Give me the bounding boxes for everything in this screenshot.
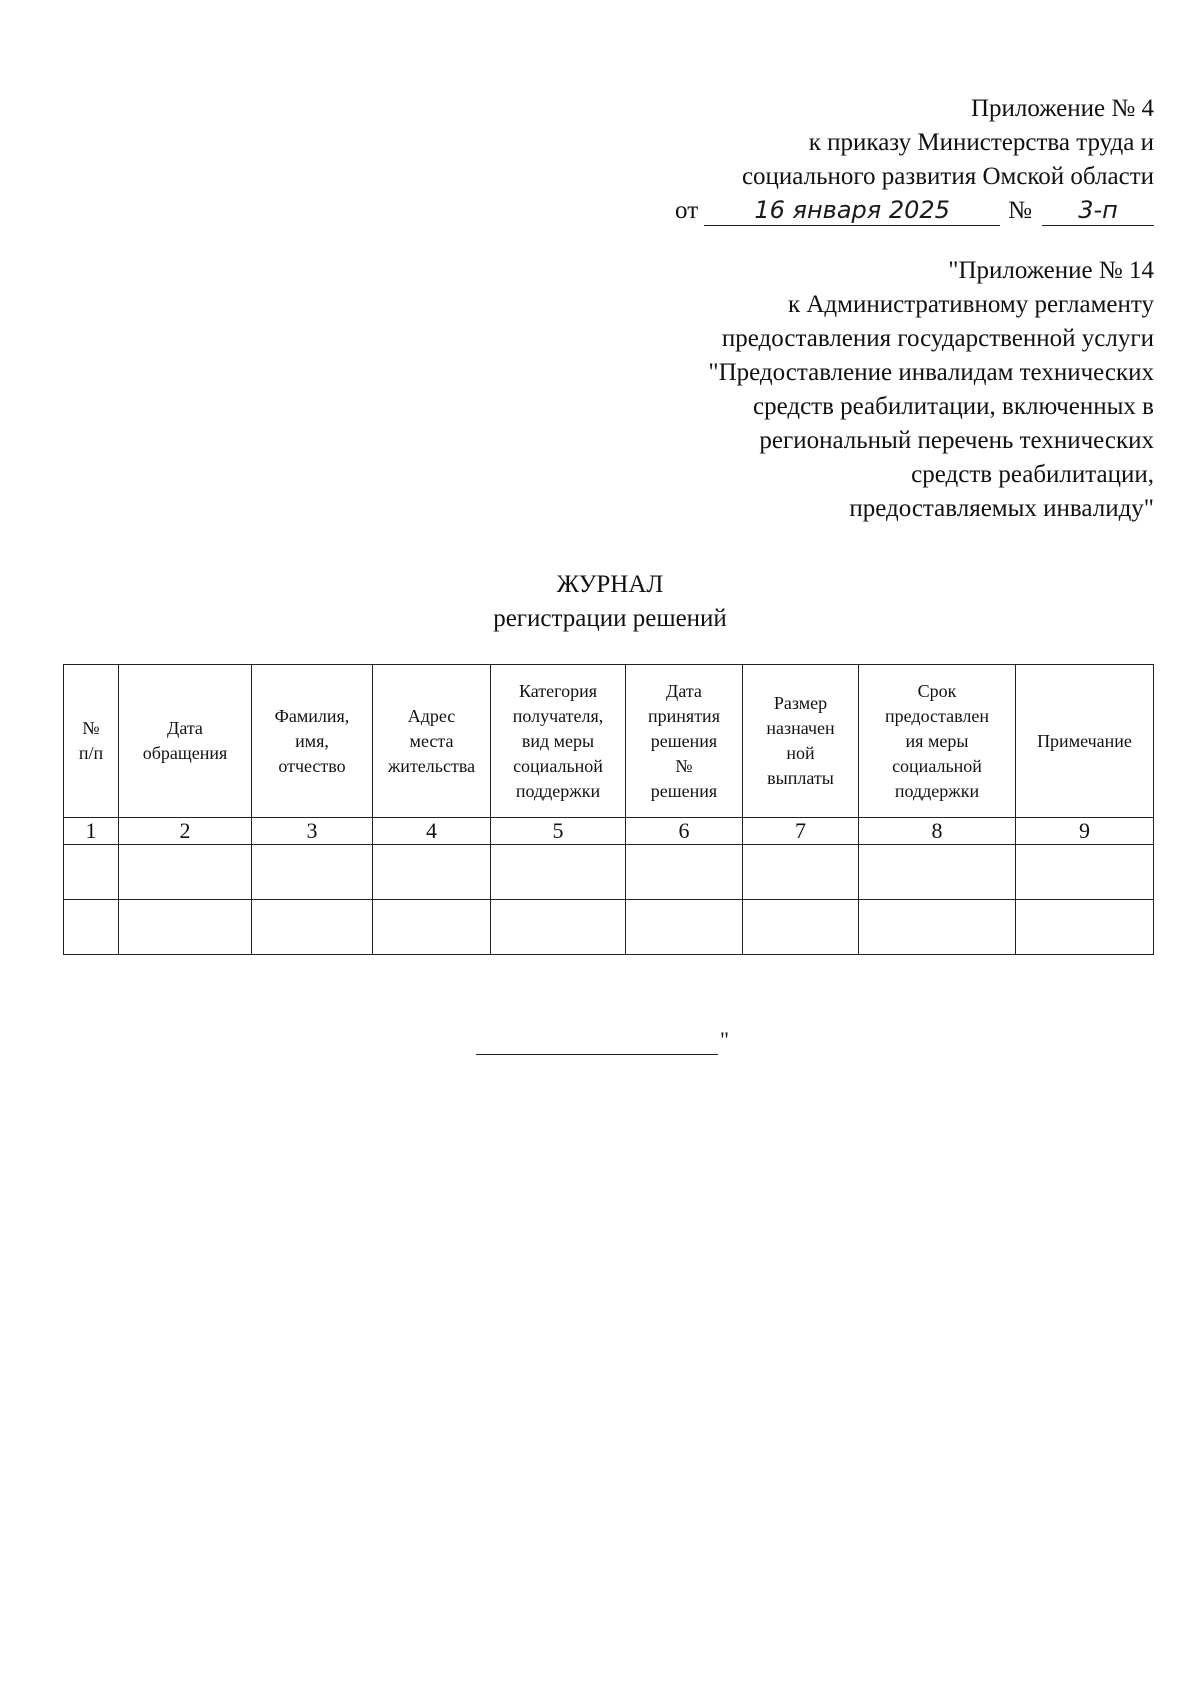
- empty-cell: [64, 900, 119, 955]
- appendix-line: предоставляемых инвалиду": [849, 495, 1154, 522]
- column-number-cell: 8: [859, 818, 1016, 845]
- empty-cell: [373, 900, 491, 955]
- journal-title: ЖУРНАЛ: [556, 571, 664, 598]
- column-header-line: Категория: [519, 680, 597, 701]
- column-number-cell: 4: [373, 818, 491, 845]
- order-date-line: [675, 194, 1154, 228]
- empty-cell: [64, 845, 119, 900]
- column-header-line: вид меры: [521, 730, 595, 751]
- empty-cell: [1016, 900, 1154, 955]
- empty-cell: [119, 845, 252, 900]
- column-header-line: Срок: [917, 680, 957, 701]
- closing-quote: ": [720, 1027, 729, 1052]
- column-number-cell: 3: [252, 818, 373, 845]
- column-header-line: места: [409, 730, 454, 751]
- column-header-line: Фамилия,: [274, 705, 350, 726]
- appendix-line: к Административному регламенту: [787, 291, 1154, 318]
- empty-cell: [252, 845, 373, 900]
- column-header: [743, 665, 859, 818]
- column-header-line: Примечание: [1037, 730, 1132, 751]
- appendix-line: "Предоставление инвалидам технических: [708, 359, 1154, 386]
- appendix-line: предоставления государственной услуги: [721, 325, 1154, 352]
- closing-underline: [476, 1030, 718, 1055]
- empty-cell: [119, 900, 252, 955]
- empty-cell: [491, 900, 626, 955]
- handwritten-date: 16 января 2025: [704, 195, 1000, 226]
- column-header-line: принятия: [648, 705, 720, 726]
- column-header-line: ной: [786, 743, 815, 763]
- appendix-line: средств реабилитации, включенных в: [752, 393, 1154, 420]
- column-header-line: жительства: [387, 755, 476, 776]
- column-header: [491, 665, 626, 818]
- column-header-line: поддержки: [515, 780, 601, 801]
- appendix-reference-block: [708, 254, 1154, 526]
- table-body: [64, 818, 1154, 955]
- date-prefix: от: [675, 197, 699, 224]
- empty-cell: [373, 845, 491, 900]
- column-header-line: поддержки: [894, 780, 980, 801]
- order-line-2: социального развития Омской области: [741, 163, 1154, 190]
- column-header: [119, 665, 252, 818]
- column-number-cell: 9: [1016, 818, 1154, 845]
- empty-cell: [626, 845, 743, 900]
- column-header: [859, 665, 1016, 818]
- column-header-line: Адрес: [407, 705, 456, 726]
- order-line-1: к приказу Министерства труда и: [808, 129, 1154, 156]
- column-header: [1016, 665, 1154, 818]
- table-row: [64, 845, 1154, 900]
- column-header-line: выплаты: [767, 768, 834, 788]
- column-header-line: получателя,: [512, 705, 604, 726]
- column-header-line: Размер: [773, 693, 828, 713]
- column-header: [626, 665, 743, 818]
- handwritten-number: 3-п: [1042, 195, 1154, 226]
- column-header-line: п/п: [78, 743, 104, 763]
- journal-subtitle: регистрации решений: [493, 605, 727, 632]
- column-header-line: Дата: [666, 680, 702, 701]
- column-header-line: социальной: [892, 755, 982, 776]
- column-number-cell: 2: [119, 818, 252, 845]
- column-header-line: предоставлен: [885, 705, 989, 726]
- column-header-line: решения: [650, 780, 718, 801]
- appendix-line: "Приложение № 14: [948, 257, 1154, 284]
- appendix-line: региональный перечень технических: [759, 427, 1154, 454]
- number-label: №: [1008, 197, 1032, 224]
- column-header-line: имя,: [295, 730, 329, 751]
- empty-cell: [491, 845, 626, 900]
- empty-cell: [743, 900, 859, 955]
- column-header-line: социальной: [513, 755, 603, 776]
- column-number-cell: 1: [64, 818, 119, 845]
- column-header-line: решения: [650, 730, 718, 751]
- registration-journal-table: [63, 664, 1154, 955]
- column-header: [252, 665, 373, 818]
- closing-signature-line: [476, 1027, 729, 1055]
- empty-cell: [626, 900, 743, 955]
- column-header: [64, 665, 119, 818]
- column-header-line: ия меры: [905, 730, 969, 751]
- table-row: [64, 900, 1154, 955]
- column-header-line: обращения: [142, 743, 228, 763]
- column-header: [373, 665, 491, 818]
- empty-cell: [252, 900, 373, 955]
- table-header-row: [64, 665, 1154, 818]
- empty-cell: [859, 845, 1016, 900]
- column-header-line: отчество: [278, 755, 346, 776]
- column-number-cell: 6: [626, 818, 743, 845]
- order-reference-block: [675, 92, 1154, 228]
- empty-cell: [859, 900, 1016, 955]
- column-header-line: №: [82, 718, 100, 738]
- column-header-line: Дата: [167, 718, 203, 738]
- empty-cell: [1016, 845, 1154, 900]
- column-number-cell: 7: [743, 818, 859, 845]
- column-number-cell: 5: [491, 818, 626, 845]
- journal-title-block: [0, 568, 1200, 636]
- appendix-line: средств реабилитации,: [911, 461, 1154, 488]
- column-header-line: №: [675, 755, 693, 776]
- order-appendix-title: Приложение № 4: [970, 95, 1154, 122]
- empty-cell: [743, 845, 859, 900]
- column-numbers-row: [64, 818, 1154, 845]
- column-header-line: назначен: [766, 718, 835, 738]
